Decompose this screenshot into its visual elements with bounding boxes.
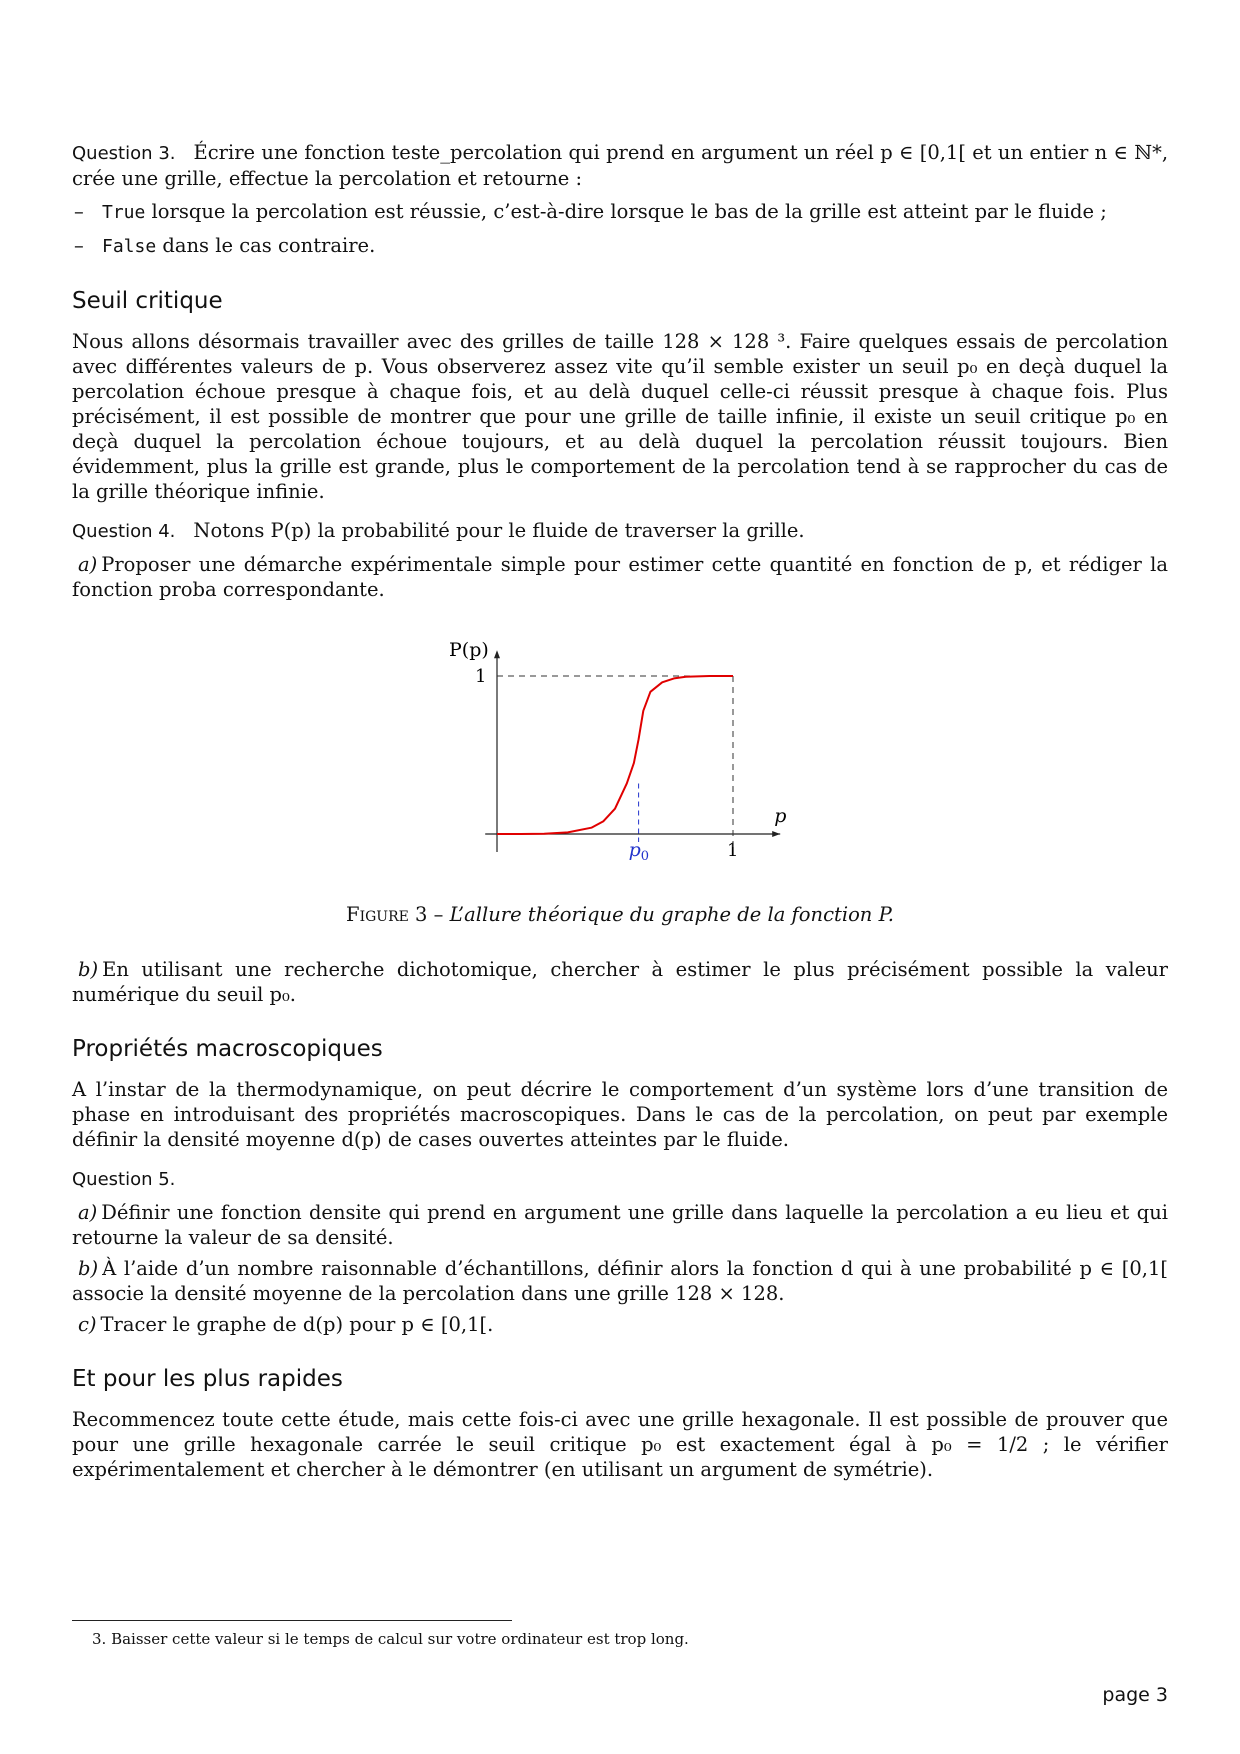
code-false: False — [102, 236, 157, 257]
figure-caption — [72, 902, 1168, 927]
y-axis-arrow — [494, 650, 500, 658]
y-tick-label: 1 — [475, 666, 487, 687]
question-5b — [72, 1256, 1168, 1306]
sub-text: En utilisant une recherche dichotomique, chercher à estimer le plus précisément possible la valeur numérique du seuil p₀. — [72, 958, 1168, 1006]
seuil-paragraph: Nous allons désormais travailler avec des grilles de taille 128 × 128 ³. Faire quelques essais de percolation avec différentes valeurs de p. Vous observerez assez vite qu’il semble exister un seuil p₀ en deçà duquel la percolation échoue presque à chaque fois, et au delà duquel celle-ci réussit presque à chaque fois. Plus précisément, il est possible de montrer que pour une grille de taille infinie, il existe un seuil critique p₀ en deçà duquel la percolation échoue toujours, et au delà duquel la percolation réussit toujours. Bien évidemment, plus la grille est grande, plus le comportement de la percolation tend à se rapprocher du cas de la grille théorique infinie. — [72, 330, 1168, 503]
question-3-label: Question 3. — [72, 143, 176, 164]
sub-label: b) — [78, 958, 99, 981]
section-heading-seuil: Seuil critique — [72, 288, 223, 314]
question-3-list — [72, 199, 1168, 259]
question-4 — [72, 518, 1168, 544]
sub-label: a) — [78, 1201, 98, 1224]
percolation-chart — [72, 622, 1168, 892]
list-item-text: lorsque la percolation est réussie, c’est-à-dire lorsque le bas de la grille est atteint par le fluide ; — [145, 200, 1107, 223]
x-tick-label-1: 1 — [727, 840, 739, 861]
list-item — [102, 199, 1168, 225]
sub-text: Tracer le graphe de d(p) pour p ∈ [0,1[. — [100, 1313, 494, 1336]
question-4a — [72, 552, 1168, 602]
question-5a — [72, 1200, 1168, 1250]
code-true: True — [102, 202, 146, 223]
y-axis-label: P(p) — [449, 639, 489, 662]
figure-3 — [72, 622, 1168, 892]
x-tick-label-p0: $p_0$ — [628, 839, 650, 864]
sub-text: Proposer une démarche expérimentale simple pour estimer cette quantité en fonction de p, et rédiger la fonction proba correspondante. — [72, 553, 1168, 601]
sub-text: À l’aide d’un nombre raisonnable d’échantillons, définir alors la fonction d qui à une probabilité p ∈ [0,1[ associe la densité moyenne de la percolation dans une grille 128 × 128. — [72, 1257, 1168, 1305]
series-line — [497, 676, 733, 834]
footnote-rule — [72, 1620, 512, 1621]
question-4b — [72, 957, 1168, 1007]
footnote: 3. Baisser cette valeur si le temps de calcul sur votre ordinateur est trop long. — [92, 1630, 689, 1648]
question-5-label: Question 5. — [72, 1169, 176, 1190]
list-item-text: dans le cas contraire. — [156, 234, 376, 257]
sub-text: Définir une fonction densite qui prend en argument une grille dans laquelle la percolation a eu lieu et qui retourne la valeur de sa densité. — [72, 1201, 1168, 1249]
x-axis-label: p — [774, 805, 787, 827]
question-5c — [72, 1312, 1168, 1337]
page-number: page 3 — [1102, 1684, 1168, 1706]
sub-label: c) — [78, 1313, 97, 1336]
question-3 — [72, 140, 1168, 191]
page-content — [72, 140, 1168, 1482]
sub-label: b) — [78, 1257, 99, 1280]
caption-separator: – — [427, 903, 450, 926]
caption-text: L’allure théorique du graphe de la fonction P. — [449, 903, 894, 926]
question-4-label: Question 4. — [72, 521, 176, 542]
question-3-intro: Écrire une fonction teste_percolation qui prend en argument un réel p ∈ [0,1[ et un entier n ∈ ℕ*, crée une grille, effectue la percolation et retourne : — [72, 141, 1169, 190]
x-axis-arrow — [772, 831, 780, 837]
question-4-intro: Notons P(p) la probabilité pour le fluide de traverser la grille. — [193, 519, 805, 542]
section-heading-macro: Propriétés macroscopiques — [72, 1036, 383, 1062]
section-heading-rapides: Et pour les plus rapides — [72, 1366, 343, 1392]
sub-label: a) — [78, 553, 98, 576]
caption-label: Figure 3 — [346, 903, 428, 926]
list-item — [102, 233, 1168, 259]
question-5 — [72, 1166, 1168, 1192]
macro-paragraph: A l’instar de la thermodynamique, on peut décrire le comportement d’un système lors d’une transition de phase en introduisant des propriétés macroscopiques. Dans le cas de la percolation, on peut par exemple définir la densité moyenne d(p) de cases ouvertes atteintes par le fluide. — [72, 1078, 1168, 1151]
rapides-paragraph: Recommencez toute cette étude, mais cette fois-ci avec une grille hexagonale. Il est possible de prouver que pour une grille hexagonale carrée le seuil critique p₀ est exactement égal à p₀ = 1/2 ; le vérifier expérimentalement et chercher à le démontrer (en utilisant un argument de symétrie). — [72, 1408, 1168, 1481]
